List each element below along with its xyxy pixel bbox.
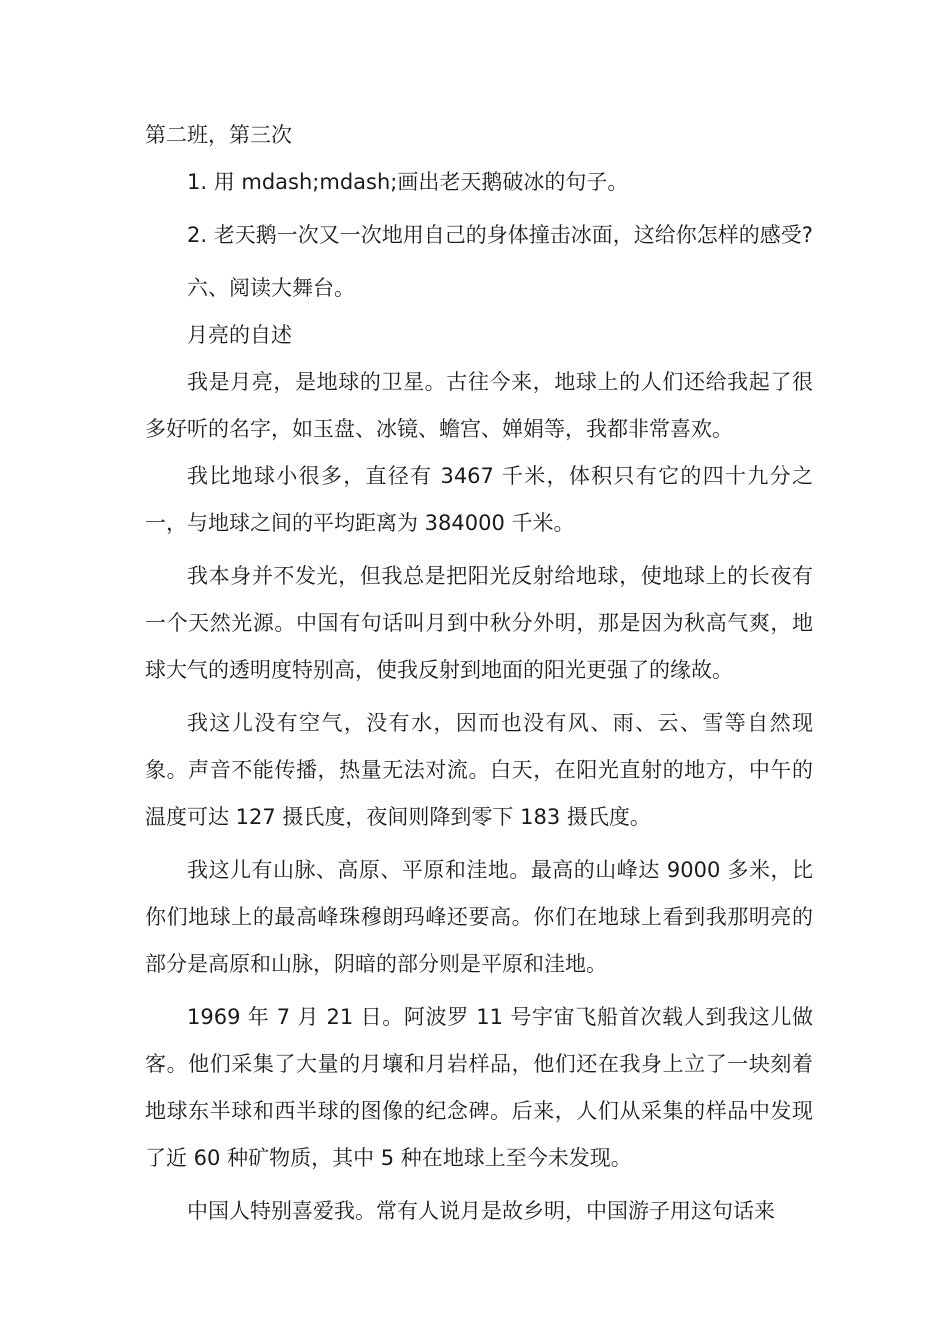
paragraph: 我是月亮，是地球的卫星。古往今来，地球上的人们还给我起了很多好听的名字，如玉盘、冰镜、蟾宫、婵娟等，我都非常喜欢。 <box>145 370 813 441</box>
article-title: 月亮的自述 <box>187 323 292 347</box>
document-body <box>145 112 813 1235</box>
question-item-1: 1. 用 mdash;mdash;画出老天鹅破冰的句子。 <box>187 170 629 194</box>
paragraph: 我本身并不发光，但我总是把阳光反射给地球，使地球上的长夜有一个天然光源。中国有句话叫月到中秋分外明，那是因为秋高气爽，地球大气的透明度特别高，使我反射到地面的阳光更强了的缘故。 <box>145 564 813 682</box>
header-line: 第二班，第三次 <box>145 123 292 147</box>
paragraph: 我这儿没有空气，没有水，因而也没有风、雨、云、雪等自然现象。声音不能传播，热量无法对流。白天，在阳光直射的地方，中午的温度可达 127 摄氏度，夜间则降到零下 183 摄氏度。 <box>145 711 813 829</box>
section-heading: 六、阅读大舞台。 <box>187 276 355 300</box>
paragraph: 1969 年 7 月 21 日。阿波罗 11 号宇宙飞船首次载人到我这儿做客。他们采集了大量的月壤和月岩样品，他们还在我身上立了一块刻着地球东半球和西半球的图像的纪念碑。后来，人们从采集的样品中发现了近 60 种矿物质，其中 5 种在地球上至今未发现。 <box>145 1005 813 1170</box>
paragraph: 中国人特别喜爱我。常有人说月是故乡明，中国游子用这句话来 <box>187 1199 775 1223</box>
paragraph: 我比地球小很多，直径有 3467 千米，体积只有它的四十九分之一，与地球之间的平均距离为 384000 千米。 <box>145 464 813 535</box>
question-item-2: 2. 老天鹅一次又一次地用自己的身体撞击冰面，这给你怎样的感受? <box>187 223 813 247</box>
paragraph: 我这儿有山脉、高原、平原和洼地。最高的山峰达 9000 多米，比你们地球上的最高峰珠穆朗玛峰还要高。你们在地球上看到我那明亮的部分是高原和山脉，阴暗的部分则是平原和洼地。 <box>145 858 813 976</box>
